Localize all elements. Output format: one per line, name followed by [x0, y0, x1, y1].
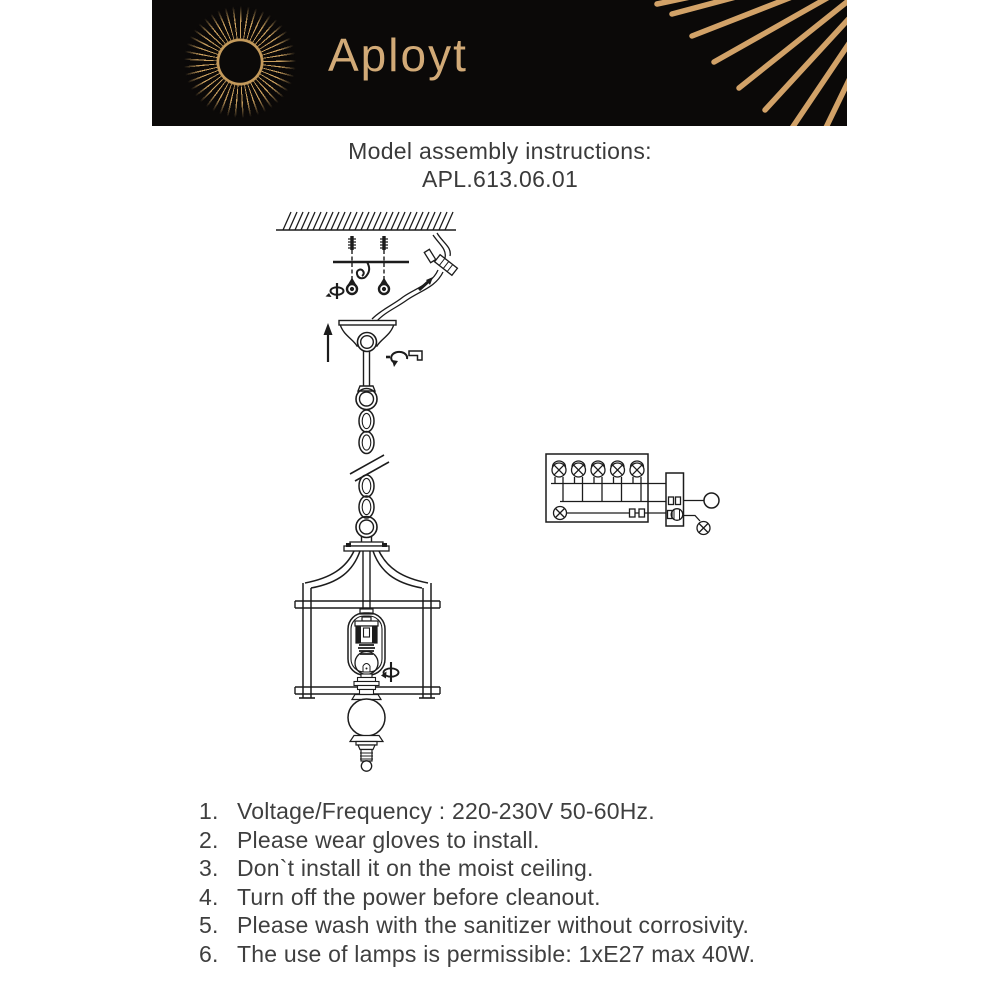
set-screw-tool-icon	[386, 351, 422, 367]
page-title: Model assembly instructions:	[348, 138, 652, 164]
canopy	[324, 321, 423, 392]
hook-icon	[357, 262, 369, 278]
instruction-text: Voltage/Frequency : 220-230V 50-60Hz.	[237, 798, 655, 824]
instruction-number: 5.	[199, 912, 219, 939]
instruction-number: 2.	[199, 826, 219, 853]
arrow-up-right-icon	[419, 277, 433, 290]
instructions-list	[199, 797, 839, 969]
instruction-number: 1.	[199, 798, 219, 824]
model-number: APL.613.06.01	[421, 166, 579, 192]
instruction-text: Please wash with the sanitizer without corrosivity.	[237, 912, 750, 939]
instruction-text: Please wear gloves to install.	[237, 826, 540, 853]
lamp-symbol-single	[554, 507, 667, 520]
instruction-number: 4.	[199, 883, 219, 910]
switch-circle	[704, 493, 719, 508]
arrow-up-icon	[324, 323, 333, 362]
rotate-icon	[326, 283, 344, 299]
lamp-symbol-output	[697, 522, 710, 535]
instruction-number: 3.	[199, 855, 219, 882]
chain-break-mark	[350, 455, 389, 481]
lamp-symbols-row	[552, 461, 644, 502]
brand-name: Aployt	[328, 29, 468, 81]
ball-finial	[348, 674, 385, 771]
suspension-chain	[350, 389, 389, 538]
instruction-number: 6.	[199, 940, 219, 967]
instruction-item	[199, 797, 839, 826]
instruction-text: The use of lamps is permissible: 1xE27 max 40W.	[237, 940, 756, 967]
ceiling-hatch	[276, 212, 456, 230]
wiring-schematic	[546, 454, 719, 535]
instruction-item	[199, 883, 839, 912]
instruction-item	[199, 940, 839, 969]
instruction-item	[199, 854, 839, 883]
instruction-item	[199, 911, 839, 940]
instruction-text: Don`t install it on the moist ceiling.	[237, 855, 594, 882]
instruction-item	[199, 826, 839, 855]
socket-and-bulb	[348, 613, 399, 682]
instruction-text: Turn off the power before cleanout.	[237, 883, 601, 910]
terminal-block	[666, 473, 684, 526]
mounting-screws	[326, 236, 410, 299]
